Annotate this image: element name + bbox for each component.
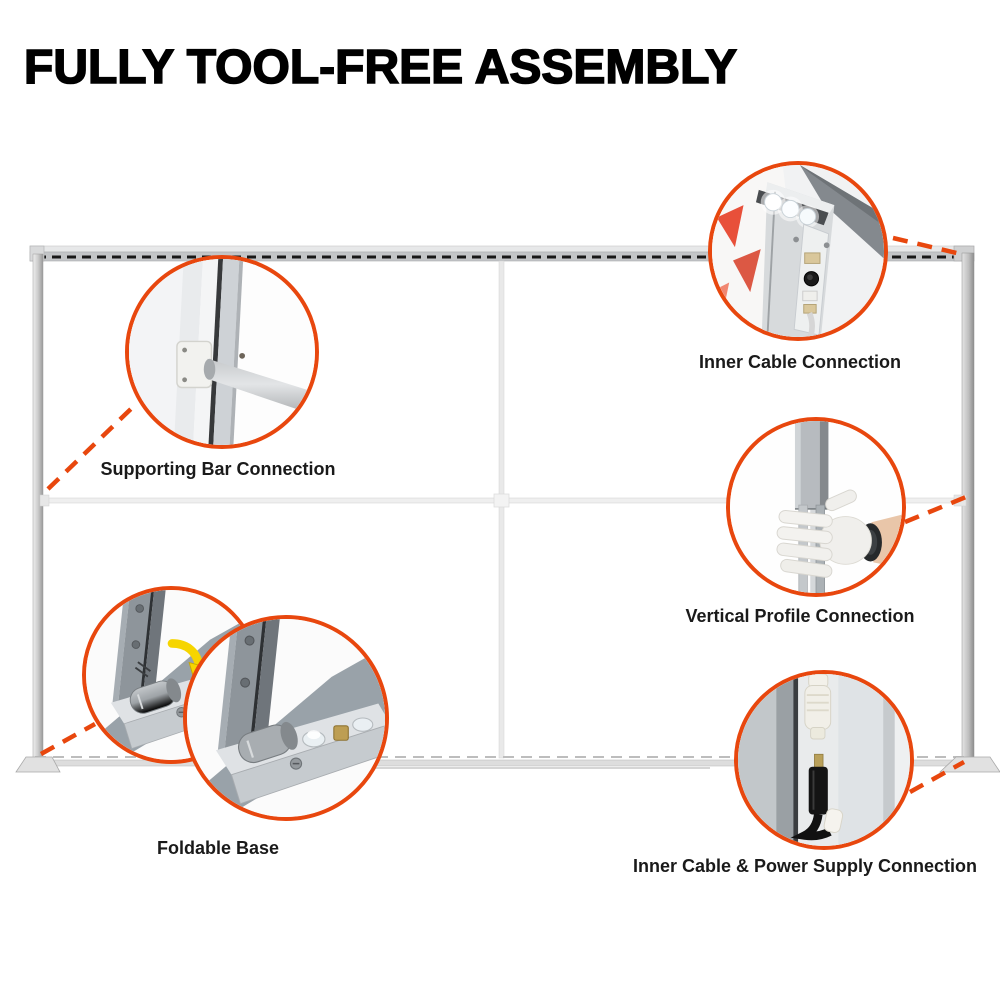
left-foot xyxy=(16,757,60,772)
right-foot xyxy=(940,757,1000,772)
inner-cable-scene xyxy=(712,165,884,337)
label-inner-cable: Inner Cable Connection xyxy=(698,352,902,372)
center-post xyxy=(499,261,504,758)
power-supply-scene xyxy=(738,674,910,846)
label-vertical-profile: Vertical Profile Connection xyxy=(685,606,915,626)
leader-line-power-supply xyxy=(910,762,964,792)
vertical-profile-scene xyxy=(730,421,902,593)
callout-vertical-profile-photo xyxy=(726,417,906,597)
label-power-supply: Inner Cable & Power Supply Connection xyxy=(632,856,978,876)
channel-wall xyxy=(776,674,795,846)
leader-line-foldable-base xyxy=(41,724,95,754)
upper-profile xyxy=(795,421,828,509)
page-title: FULLY TOOL-FREE ASSEMBLY xyxy=(24,41,737,94)
callout-foldable-base-photo-2 xyxy=(183,615,389,821)
callout-supporting-bar-photo xyxy=(125,255,319,449)
supporting-bar-scene xyxy=(129,259,315,445)
callout-inner-cable-photo xyxy=(708,161,888,341)
foldable-base-scene-2 xyxy=(187,619,385,817)
callout-power-supply-photo xyxy=(734,670,914,850)
label-foldable-base: Foldable Base xyxy=(156,838,280,858)
label-supporting-bar: Supporting Bar Connection xyxy=(100,459,336,479)
